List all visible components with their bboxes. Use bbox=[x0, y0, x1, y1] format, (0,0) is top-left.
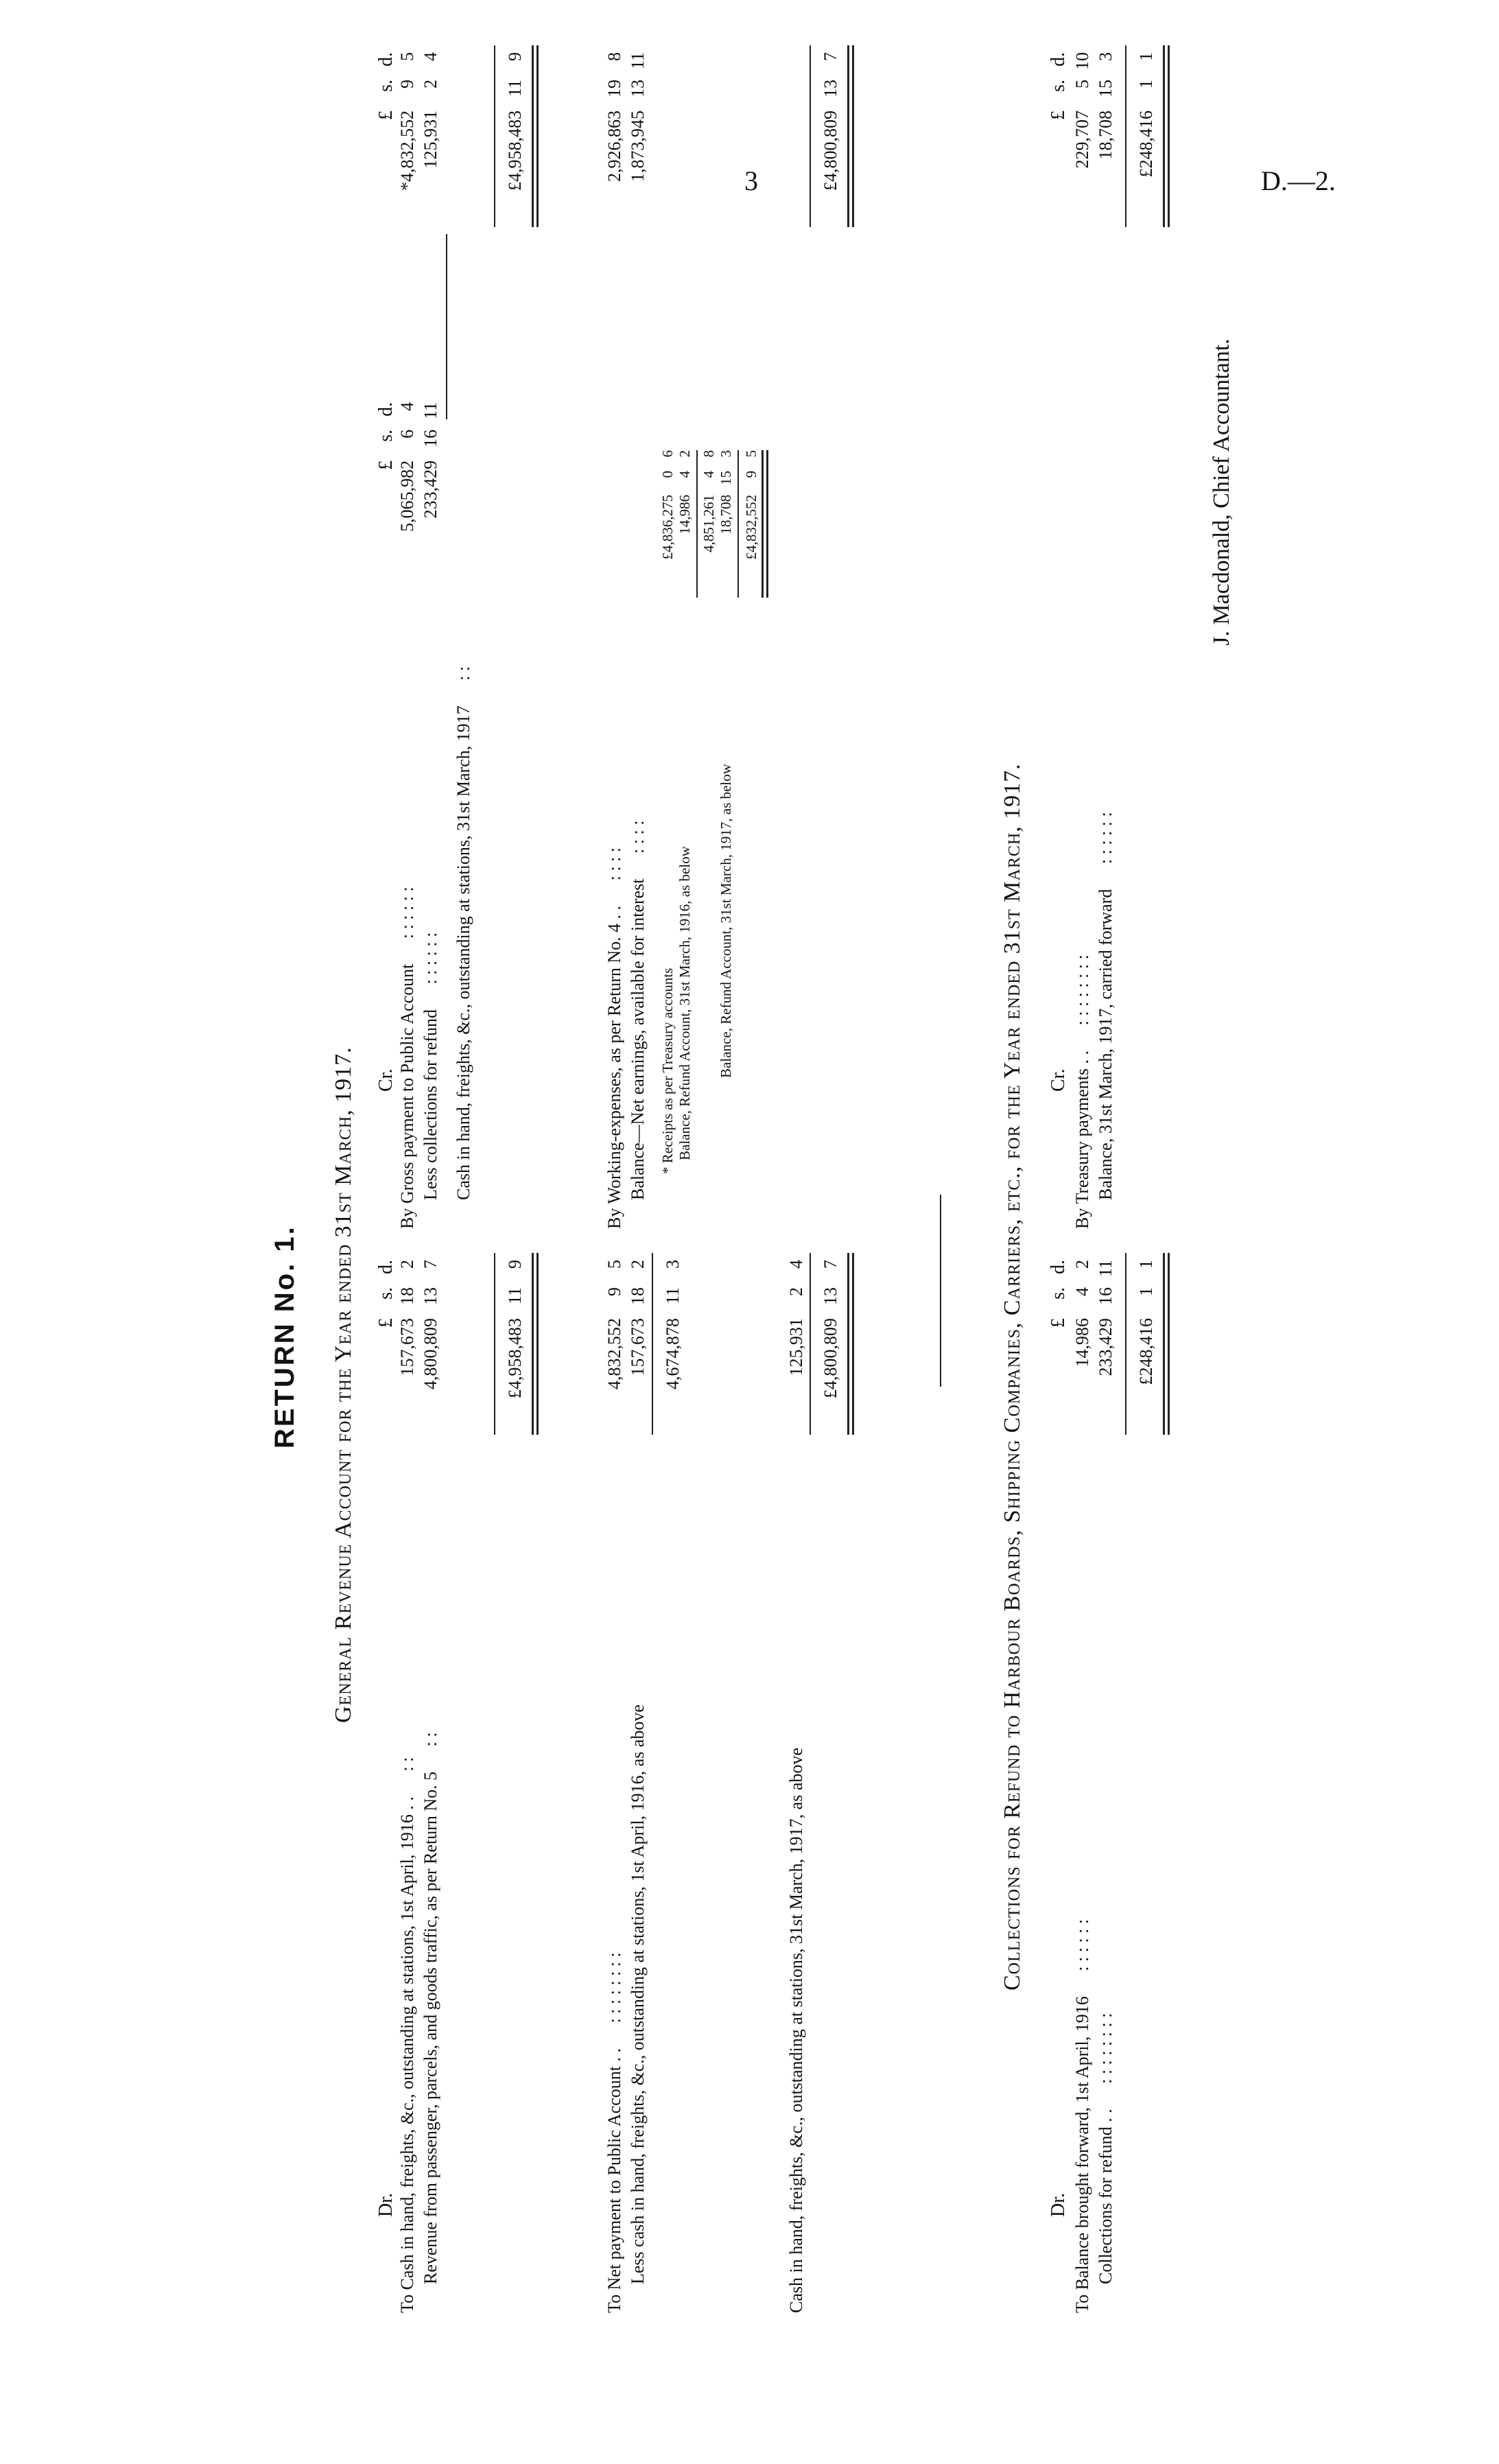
s2-cr-double-rule bbox=[1163, 45, 1170, 227]
footnote-line-1: * Receipts as per Treasury accounts bbox=[659, 967, 676, 1174]
shillings: 4 bbox=[676, 471, 693, 478]
shillings: 18 bbox=[628, 1287, 648, 1305]
pence: 11 bbox=[1096, 1260, 1116, 1278]
shillings: 15 bbox=[718, 471, 734, 485]
dr-label: Dr. bbox=[375, 2193, 397, 2217]
line-text: To Balance brought forward, 1st April, 1916 bbox=[1072, 1996, 1092, 2313]
pence: 6 bbox=[659, 450, 676, 458]
pence: 2 bbox=[397, 1260, 417, 1269]
footnote-amount-1 bbox=[659, 450, 676, 598]
cr1-rule-a bbox=[446, 234, 447, 419]
s2-cr-line-1 bbox=[1072, 954, 1094, 1229]
s2-cr-label: Cr. bbox=[1048, 1068, 1069, 1092]
pence: 1 bbox=[1136, 1260, 1156, 1269]
leader: : : : : : : bbox=[421, 932, 440, 985]
line-text: To Net payment to Public Account . . bbox=[604, 2048, 624, 2313]
line-text: By Treasury payments . . bbox=[1072, 1051, 1092, 1229]
pence: 3 bbox=[718, 450, 734, 458]
pounds: £4,800,809 bbox=[821, 110, 840, 191]
line-text: Balance, 31st March, 1917, carried forward bbox=[1096, 889, 1116, 1200]
section2-title: Collections for Refund to Harbour Boards, Shipping Companies, Carriers, etc., for the Year ended 31st March, 1917. bbox=[1000, 763, 1025, 1991]
pounds: 229,707 bbox=[1072, 110, 1092, 169]
cr-label: Cr. bbox=[375, 1068, 397, 1092]
cr1-amount-2 bbox=[420, 402, 442, 577]
shillings: 13 bbox=[628, 80, 648, 97]
pence: 5 bbox=[397, 52, 417, 61]
cr2-total bbox=[820, 52, 842, 227]
shillings: 19 bbox=[604, 80, 624, 97]
dr1-amount-2 bbox=[420, 1260, 442, 1435]
cr2-rule bbox=[810, 45, 811, 227]
cr1-line-1 bbox=[397, 887, 419, 1229]
return-title: RETURN No. 1. bbox=[270, 1225, 300, 1448]
shillings: 6 bbox=[397, 430, 417, 438]
shillings: 1 bbox=[1136, 80, 1156, 89]
footnote-rule-b bbox=[737, 450, 739, 598]
s2-cr-total bbox=[1135, 52, 1158, 227]
shilling-head: s. bbox=[1048, 80, 1069, 92]
pounds: 157,673 bbox=[397, 1318, 417, 1376]
line-text: Balance—Net earnings, available for interest bbox=[628, 878, 648, 1200]
pence-head: d. bbox=[375, 52, 397, 67]
pound-head: £ bbox=[1048, 1318, 1069, 1328]
dr2-rule-b bbox=[810, 1253, 811, 1435]
dr1-line-1 bbox=[397, 1757, 419, 2313]
line-text: Less cash in hand, freights, &c., outstanding at stations, 1st April, 1916, as above bbox=[628, 1704, 648, 2284]
s2-cr-rule bbox=[1125, 45, 1126, 227]
pence: 2 bbox=[1072, 1260, 1092, 1269]
pounds: 14,986 bbox=[1072, 1318, 1092, 1368]
pence: 7 bbox=[421, 1260, 440, 1269]
leader: : : bbox=[421, 1732, 440, 1747]
shillings: 0 bbox=[659, 471, 676, 478]
cr2-amount-1 bbox=[604, 52, 626, 227]
pence: 11 bbox=[628, 52, 648, 70]
dr2-net bbox=[662, 1260, 685, 1435]
pence-head: d. bbox=[375, 1260, 397, 1274]
leader: : : : : : : bbox=[1096, 812, 1116, 865]
shillings: 13 bbox=[821, 1287, 840, 1305]
shillings: 4 bbox=[1072, 1287, 1092, 1296]
s2-dr-currency-head bbox=[1046, 1260, 1070, 1435]
footnote-less-line: Balance, Refund Account, 31st March, 1917, as below bbox=[718, 764, 734, 1078]
dr-currency-head bbox=[374, 1260, 398, 1435]
doc-code: D.—2. bbox=[1261, 165, 1336, 196]
pence: 4 bbox=[397, 402, 417, 411]
pounds: £248,416 bbox=[1136, 110, 1156, 178]
shilling-head: s. bbox=[375, 1287, 397, 1300]
leader: : : : : bbox=[628, 820, 648, 854]
pence: 10 bbox=[1072, 52, 1092, 70]
line-text: Less collections for refund bbox=[421, 1009, 440, 1200]
pounds: 157,673 bbox=[628, 1318, 648, 1376]
pounds: 5,065,982 bbox=[397, 460, 417, 532]
pence: 3 bbox=[663, 1260, 683, 1269]
pence-head: d. bbox=[1048, 52, 1069, 67]
cr2-double-rule bbox=[847, 45, 854, 227]
shillings: 2 bbox=[786, 1287, 806, 1296]
footnote-total bbox=[742, 450, 760, 598]
shilling-head: s. bbox=[375, 80, 397, 92]
pence: 8 bbox=[700, 450, 717, 458]
pounds: *4,832,552 bbox=[397, 110, 417, 191]
shillings: 15 bbox=[1096, 80, 1116, 97]
line-text: By Working-expenses, as per Return No. 4 . . bbox=[604, 905, 624, 1229]
s2-cr-currency-head bbox=[1046, 52, 1070, 227]
dr2-amount-1 bbox=[604, 1260, 626, 1435]
pence: 4 bbox=[421, 52, 440, 61]
pounds: 18,708 bbox=[718, 495, 734, 535]
cr1-total bbox=[504, 52, 527, 227]
shillings: 2 bbox=[421, 80, 440, 89]
line-text: By Gross payment to Public Account bbox=[397, 963, 417, 1229]
s2-dr-line-2 bbox=[1095, 2013, 1118, 2284]
cr-currency-head-2 bbox=[374, 52, 398, 227]
dr2-double-rule bbox=[847, 1253, 854, 1435]
signature: J. Macdonald, Chief Accountant. bbox=[1209, 338, 1234, 646]
shillings: 11 bbox=[663, 1287, 683, 1305]
shillings: 1 bbox=[1136, 1287, 1156, 1296]
shillings: 16 bbox=[421, 430, 440, 447]
pence: 9 bbox=[505, 52, 525, 61]
pounds: 4,674,878 bbox=[663, 1318, 683, 1389]
pence-head: d. bbox=[375, 402, 397, 416]
pence: 7 bbox=[821, 1260, 840, 1269]
shillings: 18 bbox=[397, 1287, 417, 1305]
dr2-line-2 bbox=[627, 1704, 650, 2284]
leader: : : : : : : : : bbox=[1072, 954, 1092, 1026]
pounds: 233,429 bbox=[421, 460, 440, 519]
pounds: 233,429 bbox=[1096, 1318, 1116, 1376]
leader: : : : : : : bbox=[397, 887, 417, 939]
pence: 4 bbox=[786, 1260, 806, 1269]
pounds: £4,836,275 bbox=[659, 495, 676, 560]
shillings: 16 bbox=[1096, 1287, 1116, 1305]
line-text: Revenue from passenger, parcels, and goods traffic, as per Return No. 5 bbox=[421, 1771, 440, 2284]
pence: 8 bbox=[604, 52, 624, 61]
shillings: 9 bbox=[397, 80, 417, 89]
pence: 2 bbox=[676, 450, 693, 458]
pounds: £4,958,483 bbox=[505, 110, 525, 191]
dr1-double-rule bbox=[532, 1253, 539, 1435]
pounds: £248,416 bbox=[1136, 1318, 1156, 1385]
shillings: 5 bbox=[1072, 80, 1092, 89]
cr1-line-2 bbox=[420, 932, 442, 1200]
dr1-rule bbox=[494, 1253, 495, 1435]
pounds: 4,800,809 bbox=[421, 1318, 440, 1389]
pence: 5 bbox=[743, 450, 759, 458]
s2-dr-rule bbox=[1125, 1253, 1126, 1435]
pence: 5 bbox=[604, 1260, 624, 1269]
pound-head: £ bbox=[375, 460, 397, 470]
shillings: 13 bbox=[421, 1287, 440, 1305]
cr2-amount-2 bbox=[627, 52, 650, 227]
footnote-double-rule bbox=[762, 450, 768, 598]
pounds: 18,708 bbox=[1096, 110, 1116, 160]
s2-dr-label: Dr. bbox=[1048, 2193, 1069, 2217]
shilling-head: s. bbox=[1048, 1287, 1069, 1300]
line-text: Cash in hand, freights, &c., outstanding at stations, 31st March, 1917 bbox=[453, 705, 473, 1200]
dr2-line-1 bbox=[604, 1952, 626, 2313]
dr2-amount-2 bbox=[627, 1260, 650, 1435]
pound-head: £ bbox=[375, 1318, 397, 1328]
s2-dr-amount-2 bbox=[1095, 1260, 1118, 1435]
pence: 2 bbox=[628, 1260, 648, 1269]
dr1-amount-1 bbox=[397, 1260, 419, 1435]
s2-dr-line-1 bbox=[1072, 1919, 1094, 2313]
section-separator bbox=[940, 1195, 941, 1387]
pounds: 125,931 bbox=[786, 1318, 806, 1376]
pounds: £4,800,809 bbox=[821, 1318, 840, 1398]
shillings: 11 bbox=[505, 80, 525, 97]
pence: 7 bbox=[821, 52, 840, 61]
cr1-amount-1 bbox=[397, 402, 419, 577]
s2-dr-amount-1 bbox=[1072, 1260, 1094, 1435]
pence: 9 bbox=[505, 1260, 525, 1269]
pence-head: d. bbox=[1048, 1260, 1069, 1274]
footnote-less-amount bbox=[717, 450, 735, 598]
dr2-cash-line bbox=[786, 1748, 808, 2313]
leader: : : bbox=[453, 666, 473, 681]
cr1-double-rule bbox=[532, 45, 539, 227]
dr2-total bbox=[820, 1260, 842, 1435]
pound-head: £ bbox=[375, 110, 397, 120]
shillings: 9 bbox=[743, 471, 759, 478]
shilling-head: s. bbox=[375, 430, 397, 442]
shillings: 11 bbox=[505, 1287, 525, 1305]
pounds: 4,832,552 bbox=[604, 1318, 624, 1389]
leader: : : : : : : bbox=[1072, 1919, 1092, 1971]
cr1-net bbox=[397, 52, 419, 227]
shillings: 13 bbox=[821, 80, 840, 97]
dr1-line-2 bbox=[420, 1732, 442, 2284]
cr1-cash-amount bbox=[420, 52, 442, 227]
s2-dr-total bbox=[1135, 1260, 1158, 1435]
cr2-line-1 bbox=[604, 847, 626, 1229]
cr-currency-head-1 bbox=[374, 402, 398, 577]
pounds: 125,931 bbox=[421, 110, 440, 169]
footnote-subtotal bbox=[700, 450, 718, 598]
pounds: 4,851,261 bbox=[700, 495, 717, 552]
pence: 1 bbox=[1136, 52, 1156, 61]
footnote-amount-2 bbox=[676, 450, 694, 598]
pence: 11 bbox=[421, 402, 440, 420]
dr1-total bbox=[504, 1260, 527, 1435]
pence: 3 bbox=[1096, 52, 1116, 61]
cr1-rule-b bbox=[494, 45, 495, 227]
leader: : : : : bbox=[604, 847, 624, 881]
s2-dr-double-rule bbox=[1163, 1253, 1170, 1435]
shillings: 9 bbox=[604, 1287, 624, 1296]
leader: : : : : : : : : bbox=[1096, 2013, 1116, 2084]
page-number: 3 bbox=[744, 165, 758, 196]
dr2-rule-a bbox=[652, 1253, 653, 1435]
dr2-cash-amount bbox=[786, 1260, 808, 1435]
pound-head: £ bbox=[1048, 110, 1069, 120]
pounds: 2,926,863 bbox=[604, 110, 624, 182]
line-text: To Cash in hand, freights, &c., outstanding at stations, 1st April, 1916 . . bbox=[397, 1796, 417, 2313]
pounds: 14,986 bbox=[676, 495, 693, 535]
section1-title: General Revenue Account for the Year ended 31st March, 1917. bbox=[331, 1046, 356, 1723]
footnote-line-2: Balance, Refund Account, 31st March, 1916, as below bbox=[676, 846, 693, 1160]
leader: : : : : : : : : bbox=[604, 1952, 624, 2023]
footnote-rule-a bbox=[696, 450, 698, 598]
line-text: Collections for refund . . bbox=[1096, 2109, 1116, 2284]
shillings: 4 bbox=[700, 471, 717, 478]
leader: : : bbox=[397, 1757, 417, 1772]
line-text: Cash in hand, freights, &c., outstanding at stations, 31st March, 1917, as above bbox=[786, 1748, 806, 2313]
s2-cr-amount-2 bbox=[1095, 52, 1118, 227]
pounds: £4,832,552 bbox=[743, 495, 759, 560]
cr2-line-2 bbox=[627, 821, 650, 1200]
s2-cr-line-2 bbox=[1095, 812, 1118, 1200]
s2-cr-amount-1 bbox=[1072, 52, 1094, 227]
cr1-cash-line bbox=[453, 666, 475, 1200]
pounds: 1,873,945 bbox=[628, 110, 648, 182]
pounds: £4,958,483 bbox=[505, 1318, 525, 1398]
